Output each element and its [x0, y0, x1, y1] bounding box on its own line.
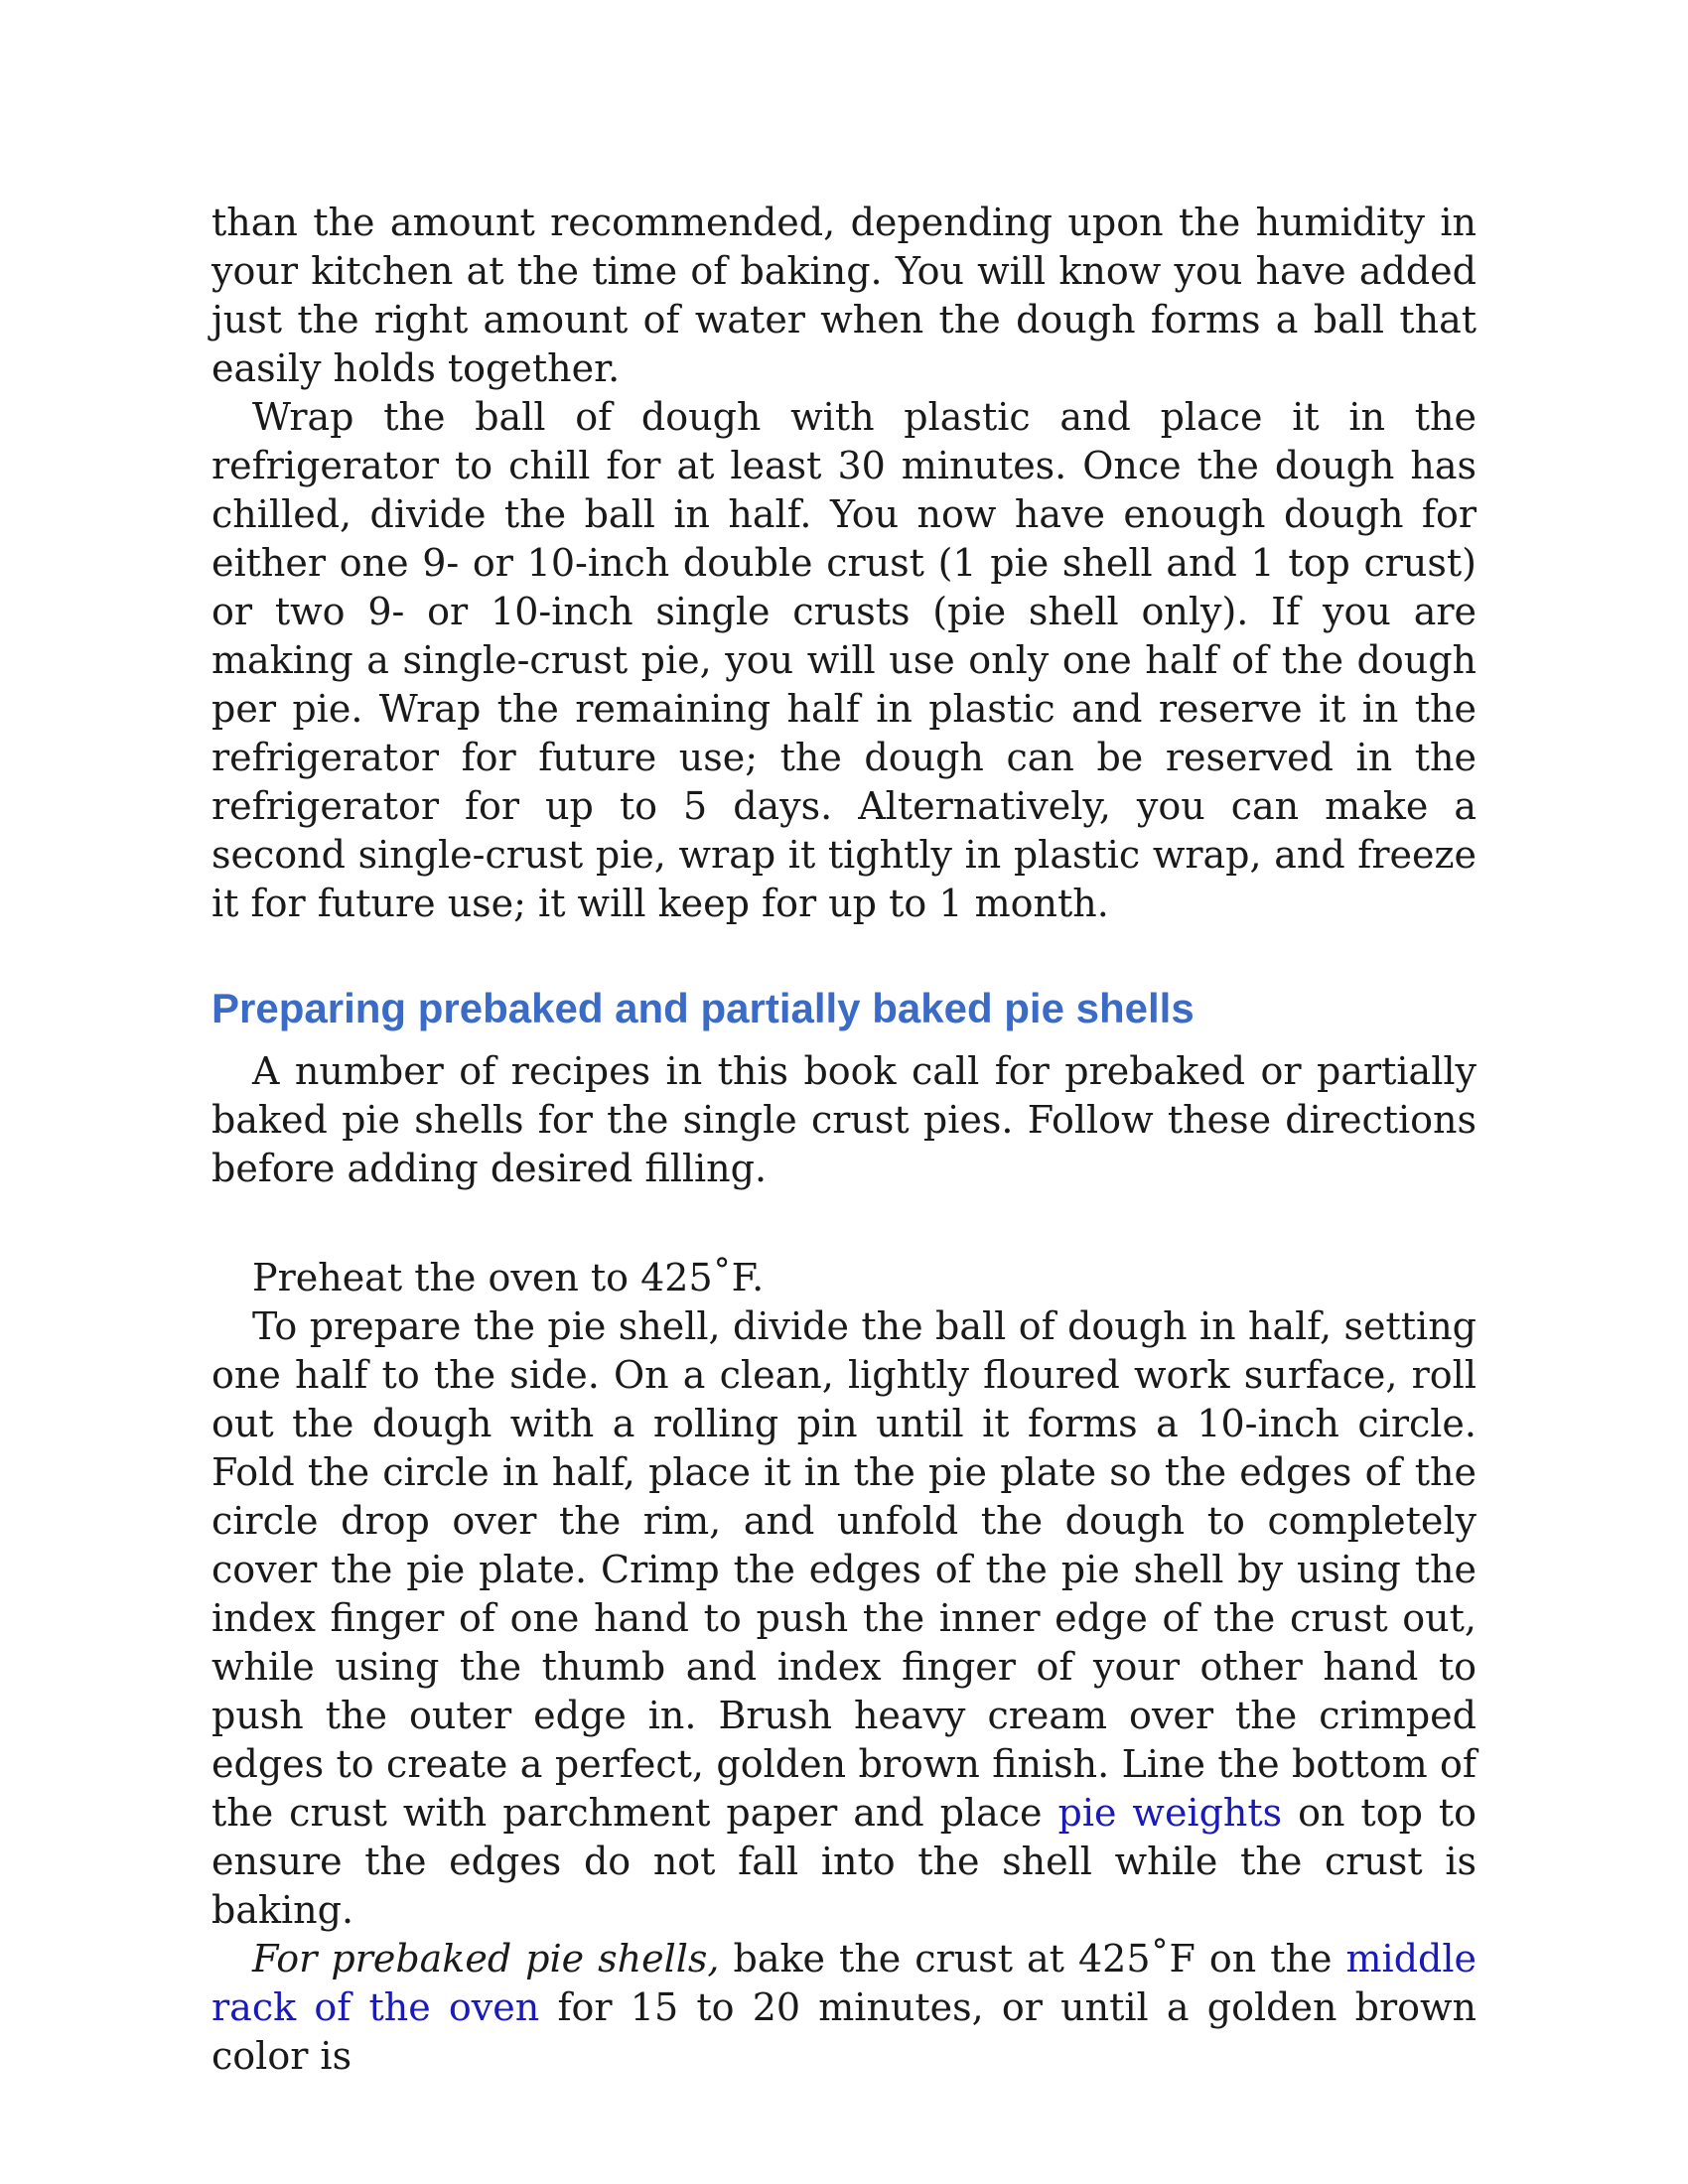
prepare-shell-text-a: To prepare the pie shell, divide the ball of dough in half, setting one half to the side. On a clean, lightly floured work surface, roll out the dough with a rolling pin until it forms a 10-inch circle. Fold the circle in half, place it in the pie plate so the edges of the circle drop over the rim, and unfold the dough to completely cover the pie plate. Crimp the edges of the pie shell by using the index finger of one hand to push the inner edge of the crust out, while using the thumb and index finger of your other hand to push the outer edge in. Brush heavy cream over the crimped edges to create a perfect, golden brown finish. Line the bottom of the crust with parchment paper and place [211, 1304, 1477, 1835]
paragraph-intro-prebaked: A number of recipes in this book call for prebaked or partially baked pie shells for the single crust pies. Follow these directions before adding desired filling. [211, 1049, 1477, 1190]
paragraph-water-amount: than the amount recommended, depending upon the humidity in your kitchen at the time of baking. You will know you have added just the right amount of water when the dough forms a ball that easily holds together. [211, 201, 1477, 390]
paragraph-prepare-shell [211, 1302, 1477, 1935]
document-page [211, 199, 1477, 2081]
prebaked-shells-text-a: bake the crust at 425˚F on the [719, 1937, 1346, 1980]
middle-rack-link[interactable]: middle rack of the oven [211, 1937, 1477, 2029]
paragraph-wrap-dough: Wrap the ball of dough with plastic and place it in the refrigerator to chill for at least 30 minutes. Once the dough has chilled, divide the ball in half. You now have enough dough for either one 9- or 10-inch double crust (1 pie shell and 1 top crust) or two 9- or 10-inch single crusts (pie shell only). If you are making a single-crust pie, you will use only one half of the dough per pie. Wrap the remaining half in plastic and reserve it in the refrigerator for future use; the dough can be reserved in the refrigerator for up to 5 days. Alternatively, you can make a second single-crust pie, wrap it tightly in plastic wrap, and freeze it for future use; it will keep for up to 1 month. [211, 395, 1477, 925]
prebaked-shells-text-b: for 15 to 20 minutes, or until a golden brown color is [211, 1985, 1477, 2078]
section-heading: Preparing prebaked and partially baked pie shells [211, 985, 1195, 1031]
pie-weights-link[interactable]: pie weights [1057, 1791, 1283, 1835]
prebaked-shells-italic: For prebaked pie shells, [252, 1937, 720, 1980]
paragraph-prebaked-shells [211, 1935, 1477, 2081]
prepare-shell-text-b: on top to ensure the edges do not fall into the shell while the crust is baking. [211, 1791, 1477, 1932]
paragraph-preheat: Preheat the oven to 425˚F. [252, 1256, 765, 1299]
